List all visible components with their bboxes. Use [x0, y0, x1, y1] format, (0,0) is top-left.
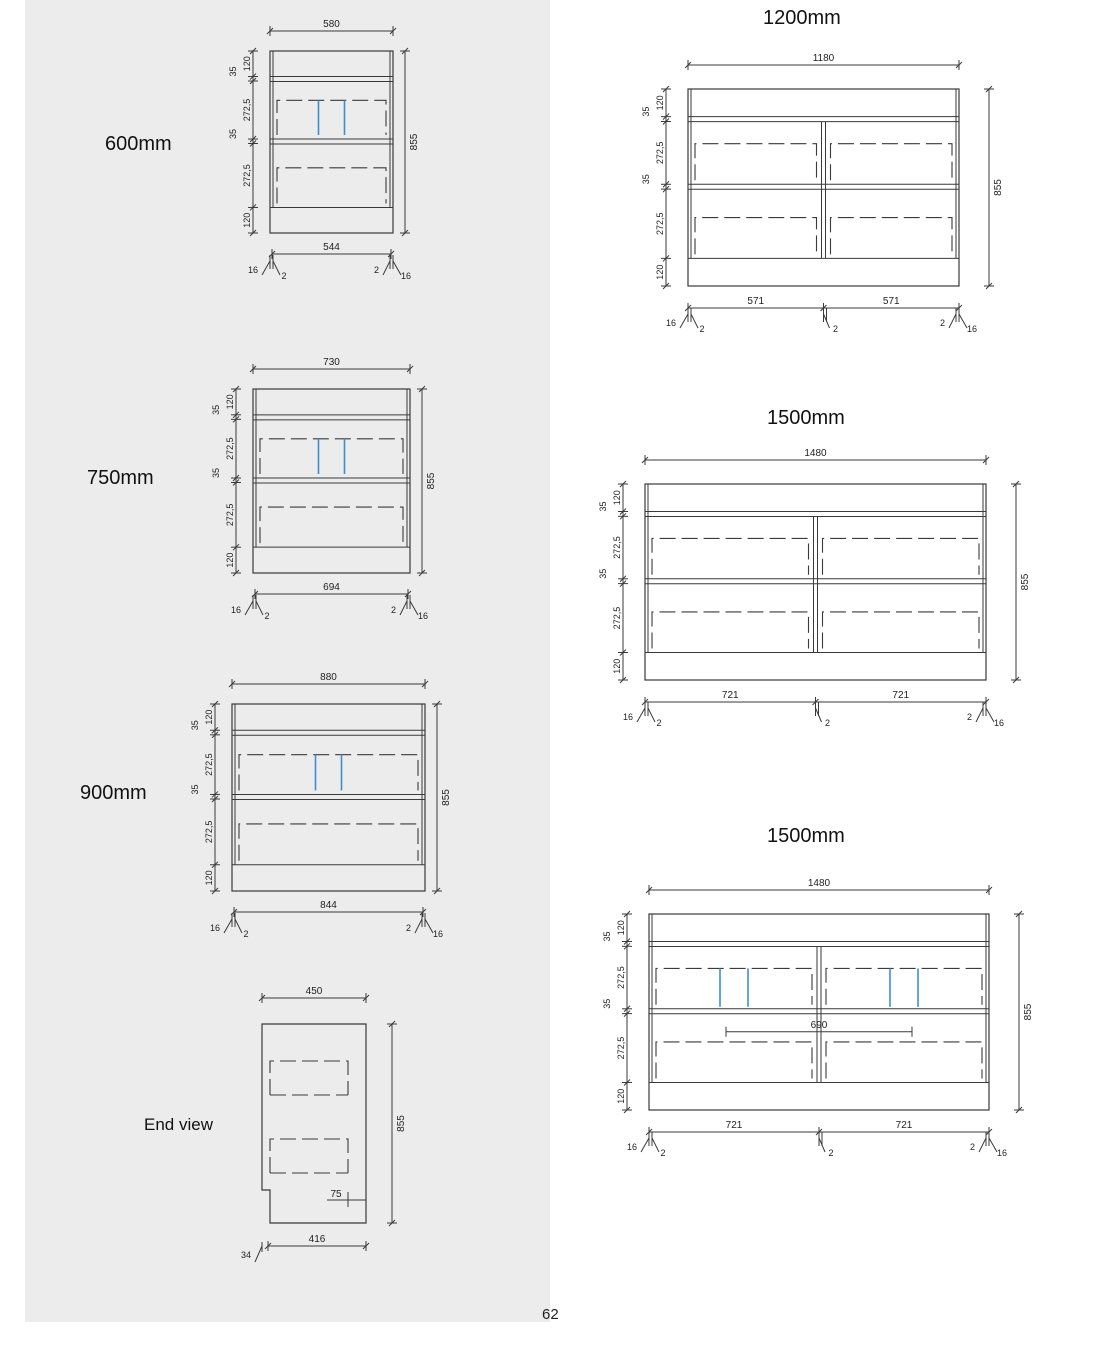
dim-half-left: 721 — [721, 690, 739, 701]
dim-drawer1: 272,5 — [242, 98, 252, 122]
foot-leader — [262, 261, 270, 275]
foot-dim-outer: 16 — [626, 1142, 637, 1152]
dim-gap2: 35 — [598, 568, 608, 579]
dim-height: 855 — [1023, 1003, 1034, 1021]
cabinet-w600 — [228, 19, 420, 281]
drawer-2-outline — [239, 824, 418, 861]
dim-width: 730 — [323, 357, 340, 368]
cabinet-body — [645, 484, 986, 680]
end-foot-leader — [255, 1246, 262, 1262]
drawer-outline — [826, 1042, 982, 1079]
dim-height: 855 — [409, 133, 420, 151]
dim-plinth: 120 — [225, 552, 235, 568]
foot-leader — [425, 919, 433, 933]
foot-leader — [273, 261, 280, 275]
dim-width: 1480 — [804, 448, 827, 459]
dim-half-right: 721 — [895, 1120, 913, 1131]
title-600mm: 600mm — [105, 133, 172, 155]
foot-leader — [641, 1138, 649, 1152]
dim-height: 855 — [1020, 573, 1031, 591]
foot-leader — [415, 919, 422, 933]
dim-foot: 34 — [240, 1250, 251, 1260]
dim-drawer2: 272,5 — [655, 212, 665, 235]
foot-leader — [652, 1138, 659, 1152]
foot-leader — [393, 261, 401, 275]
dim-drawer2: 272,5 — [204, 820, 214, 844]
title-750mm: 750mm — [87, 467, 154, 489]
dim-gap2: 35 — [641, 174, 651, 185]
dim-gap2: 35 — [211, 467, 221, 478]
dim-drawer2: 272,5 — [612, 606, 622, 630]
foot-dim-outer: 16 — [417, 611, 429, 621]
foot-dim-inner: 2 — [281, 271, 287, 281]
foot-dim-inner: 2 — [373, 265, 379, 275]
drawer-outline — [695, 218, 817, 255]
foot-dim-outer: 16 — [622, 712, 633, 722]
foot-leader — [224, 919, 232, 933]
dim-inner: 694 — [323, 582, 340, 593]
foot-leader — [256, 601, 263, 615]
dim-plinth: 120 — [612, 658, 622, 674]
dim-width: 1180 — [812, 53, 835, 64]
dim-drawer1: 272,5 — [225, 437, 235, 460]
dim-drawer2: 272,5 — [242, 164, 252, 187]
dim-height: 855 — [441, 789, 452, 806]
dim-kick: 75 — [330, 1189, 342, 1200]
foot-leader — [637, 708, 645, 722]
foot-dim-outer: 16 — [247, 265, 258, 275]
dim-gap1: 35 — [641, 106, 651, 117]
end-drawer-2 — [270, 1139, 348, 1173]
dim-depth: 450 — [305, 986, 323, 997]
foot-dim-inner: 2 — [656, 718, 662, 728]
foot-dim-inner: 2 — [828, 1148, 834, 1158]
foot-leader — [989, 1138, 997, 1152]
foot-leader — [245, 601, 253, 615]
cabinet-body — [688, 89, 959, 286]
dim-top: 120 — [616, 920, 626, 936]
dim-drawer2: 272,5 — [616, 1036, 626, 1060]
foot-leader — [979, 1138, 986, 1152]
foot-dim-inner: 2 — [699, 324, 705, 334]
dim-plinth: 120 — [616, 1088, 626, 1104]
title-1500mm-b: 1500mm — [767, 825, 845, 847]
cabinet-w900 — [190, 672, 452, 939]
foot-dim-inner: 2 — [966, 712, 972, 722]
drawer-2-outline — [260, 507, 403, 543]
dim-half-right: 571 — [882, 296, 900, 307]
drawer-1-outline — [277, 100, 386, 135]
cabinet-w1500a — [598, 448, 1031, 728]
page-number: 62 — [542, 1306, 559, 1323]
title-900mm: 900mm — [80, 782, 147, 804]
cabinet-body — [253, 389, 410, 573]
cabinet-w1500b — [602, 878, 1034, 1158]
drawer-outline — [656, 1042, 812, 1079]
cabinet-body — [270, 51, 393, 233]
foot-dim-outer: 16 — [665, 318, 676, 328]
foot-dim-outer: 16 — [993, 718, 1005, 728]
foot-leader — [691, 314, 698, 328]
dim-top: 120 — [612, 490, 622, 506]
dim-top: 120 — [242, 56, 252, 72]
end-drawer-1 — [270, 1061, 348, 1095]
dim-gap1: 35 — [228, 66, 238, 77]
foot-dim-outer: 16 — [400, 271, 412, 281]
foot-leader — [400, 601, 407, 615]
dim-basin: 690 — [810, 1019, 828, 1031]
dim-inner: 844 — [320, 900, 337, 911]
foot-leader — [976, 708, 983, 722]
dim-height: 855 — [396, 1115, 407, 1132]
dim-top: 120 — [655, 95, 665, 111]
dim-height: 855 — [993, 179, 1004, 196]
dim-width: 880 — [320, 672, 337, 683]
dim-plinth: 120 — [204, 870, 214, 886]
dim-half-right: 721 — [892, 690, 910, 701]
drawer-outline — [831, 218, 953, 255]
cabinet-body — [649, 914, 989, 1110]
drawer-outline — [826, 968, 982, 1004]
title-1200mm: 1200mm — [763, 7, 841, 29]
dim-plinth: 120 — [242, 212, 252, 228]
foot-dim-inner: 2 — [660, 1148, 666, 1158]
dim-gap1: 35 — [190, 720, 200, 731]
foot-dim-outer: 16 — [432, 929, 444, 939]
foot-dim-inner: 2 — [405, 923, 411, 933]
drawer-outline — [823, 612, 980, 649]
drawer-1-outline — [239, 755, 418, 791]
title-1500mm-a: 1500mm — [767, 407, 845, 429]
drawer-outline — [695, 144, 817, 181]
dim-width: 580 — [323, 19, 340, 30]
drawer-outline — [831, 144, 953, 181]
dim-top: 120 — [204, 709, 214, 725]
drawer-outline — [652, 612, 809, 649]
cabinet-end-view — [241, 986, 407, 1262]
dim-plinth: 120 — [655, 264, 665, 280]
foot-leader — [410, 601, 418, 615]
foot-dim-outer: 16 — [230, 605, 241, 615]
cabinet-body — [232, 704, 425, 891]
foot-dim-inner: 2 — [832, 324, 839, 334]
drawer-outline — [823, 538, 980, 574]
dim-gap1: 35 — [602, 931, 612, 942]
foot-dim-inner: 2 — [390, 605, 396, 615]
cabinet-w1200 — [641, 53, 1004, 334]
foot-dim-inner: 2 — [969, 1142, 975, 1152]
drawer-outline — [652, 538, 809, 574]
end-profile — [262, 1024, 366, 1223]
dim-drawer1: 272,5 — [616, 966, 626, 989]
foot-dim-inner: 2 — [939, 318, 945, 328]
foot-leader — [648, 708, 655, 722]
foot-dim-inner: 2 — [243, 929, 249, 939]
dim-top: 120 — [225, 394, 235, 410]
dim-base: 416 — [308, 1234, 326, 1245]
dim-gap2: 35 — [602, 998, 612, 1009]
dim-width: 1480 — [807, 878, 831, 889]
foot-dim-outer: 16 — [209, 923, 220, 933]
dim-drawer1: 272,5 — [204, 753, 214, 776]
dim-drawer2: 272,5 — [225, 503, 235, 527]
dim-inner: 544 — [323, 242, 340, 253]
dim-half-left: 721 — [725, 1120, 743, 1131]
foot-dim-outer: 16 — [966, 324, 978, 334]
dim-drawer1: 272,5 — [612, 536, 622, 559]
dim-drawer1: 272,5 — [655, 141, 665, 165]
foot-leader — [986, 708, 994, 722]
foot-dim-outer: 16 — [996, 1148, 1008, 1158]
foot-dim-inner: 2 — [264, 611, 270, 621]
dim-gap1: 35 — [598, 501, 608, 512]
foot-leader — [959, 314, 967, 328]
title-end-view: End view — [144, 1115, 213, 1134]
drawer-outline — [656, 968, 812, 1004]
dim-half-left: 571 — [747, 296, 765, 307]
dim-gap2: 35 — [190, 784, 200, 795]
foot-leader — [680, 314, 688, 328]
foot-leader — [383, 261, 390, 275]
dim-height: 855 — [426, 472, 437, 490]
cabinet-w750 — [211, 357, 437, 621]
foot-leader — [235, 919, 242, 933]
dim-gap1: 35 — [211, 404, 221, 415]
foot-dim-inner: 2 — [824, 718, 831, 728]
drawer-2-outline — [277, 168, 386, 204]
foot-leader — [949, 314, 956, 328]
dim-gap2: 35 — [228, 129, 238, 140]
drawer-1-outline — [260, 439, 403, 474]
